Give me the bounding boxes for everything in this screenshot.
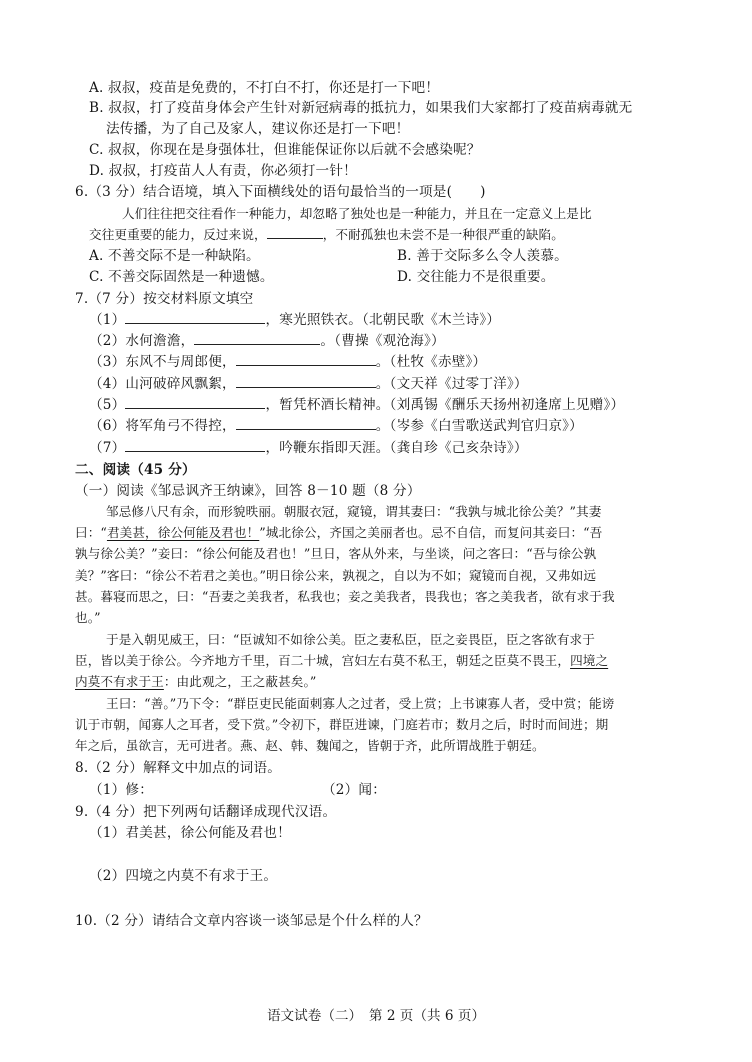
q7-stem: 7.（7 分）按交材料原文填空 bbox=[75, 291, 254, 307]
passage-p1-line2 bbox=[75, 523, 602, 543]
passage-p1-line2-rest: ”城北徐公，齐国之美丽者也。忌不自信，而复问其妾曰：“吾 bbox=[259, 525, 603, 540]
q5-option-b-line2: 法传播，为了自己及家人，建议你还是打一下吧！ bbox=[106, 121, 410, 137]
q7-7-blank[interactable] bbox=[125, 438, 265, 452]
q8-stem: 8.（2 分）解释文中加点的词语。 bbox=[75, 760, 282, 776]
q5-option-d: D. 叔叔，打疫苗人人有责，你必须打一针！ bbox=[89, 163, 357, 179]
q9-item-2: （2）四境之内莫不有求于王。 bbox=[89, 868, 278, 884]
page-footer: 语文试卷（二） 第 2 页（共 6 页） bbox=[266, 1008, 486, 1024]
section-2-heading: 二、阅读（45 分） bbox=[75, 462, 196, 478]
q6-stem bbox=[75, 182, 486, 202]
passage-underlined-sentence-1: 君美甚，徐公何能及君也！ bbox=[106, 525, 260, 540]
q6-option-a: A. 不善交际不是一种缺陷。 bbox=[89, 248, 260, 264]
q6-passage-part2: ，不耐孤独也未尝不是一种很严重的缺陷。 bbox=[322, 227, 564, 242]
q6-passage-line2 bbox=[89, 225, 564, 245]
passage-p1-line6: 也。” bbox=[75, 610, 101, 625]
q7-line-1 bbox=[89, 310, 500, 330]
passage-p2-line1: 于是入朝见威王，曰：“臣诚知不如徐公美。臣之妻私臣，臣之妾畏臣，臣之客欲有求于 bbox=[106, 632, 595, 647]
section-2-subheading: （一）阅读《邹忌讽齐王纳谏》，回答 8－10 题（8 分） bbox=[75, 483, 421, 499]
q7-2-source: 。（曹操《观沧海》） bbox=[320, 333, 445, 349]
q7-3-source: 。（杜牧《赤壁》） bbox=[375, 354, 487, 370]
q7-line-3 bbox=[89, 352, 486, 372]
q7-4-source: 。（文天祥《过零丁洋》） bbox=[375, 376, 528, 392]
q5-option-a: A. 叔叔，疫苗是免费的，不打白不打，你还是打一下吧！ bbox=[89, 80, 440, 96]
q8-item-1-label: （1）修： bbox=[89, 782, 154, 798]
q7-5-num: （5） bbox=[89, 397, 126, 413]
q6-stem-text: 6.（3 分）结合语境，填入下面横线处的语句最恰当的一项是( bbox=[75, 184, 453, 200]
q6-option-d: D. 交往能力不是很重要。 bbox=[397, 269, 555, 285]
q8-item-1-answer[interactable] bbox=[153, 780, 303, 794]
q7-6-source: 。（岑参《白雪歌送武判官归京》） bbox=[375, 418, 583, 434]
q7-2-prefix: （2）水何澹澹， bbox=[89, 333, 195, 349]
passage-p1-quote-open: 曰：“ bbox=[75, 525, 107, 540]
q7-1-source: ，寒光照铁衣。（北朝民歌《木兰诗》） bbox=[265, 312, 501, 328]
q7-7-num: （7） bbox=[89, 440, 126, 456]
q7-2-blank[interactable] bbox=[194, 331, 320, 345]
passage-p1-line4: 美？”客曰：“徐公不若君之美也。”明日徐公来，孰视之，自以为不如；窥镜而自视，又弗如远 bbox=[75, 568, 597, 583]
passage-p1-line1: 邹忌修八尺有余，而形貌昳丽。朝服衣冠，窥镜，谓其妻曰：“我孰与城北徐公美？”其妻 bbox=[106, 504, 602, 519]
q9-stem: 9.（4 分）把下列两句话翻译成现代汉语。 bbox=[75, 804, 337, 820]
q7-5-blank[interactable] bbox=[125, 395, 265, 409]
q6-stem-close: ) bbox=[480, 184, 486, 200]
passage-p2-line3 bbox=[75, 672, 316, 692]
q7-1-num: （1） bbox=[89, 312, 126, 328]
q7-5-source: ，暂凭杯酒长精神。（刘禹锡《酬乐天扬州初逢席上见赠》） bbox=[265, 397, 625, 413]
q7-6-blank[interactable] bbox=[236, 416, 376, 430]
q6-option-b: B. 善于交际多么令人羡慕。 bbox=[397, 248, 568, 264]
passage-p2-line2 bbox=[75, 651, 608, 671]
q9-item-1: （1）君美甚，徐公何能及君也！ bbox=[89, 825, 291, 841]
q7-line-6 bbox=[89, 416, 583, 436]
q5-option-b-line1: B. 叔叔，打了疫苗身体会产生针对新冠病毒的抵抗力，如果我们大家都打了疫苗病毒就无 bbox=[89, 100, 633, 116]
q8-item-2-label: （2）闻： bbox=[322, 782, 387, 798]
passage-underlined-sentence-2a: 四境之 bbox=[570, 653, 609, 668]
q10-stem: 10.（2 分）请结合文章内容谈一谈邹忌是个什么样的人？ bbox=[75, 913, 428, 929]
q5-option-c: C. 叔叔，你现在是身强体壮，但谁能保证你以后就不会感染呢？ bbox=[89, 142, 481, 158]
passage-p2-line2-text: 臣，皆以美于徐公。今齐地方千里，百二十城，宫妇左右莫不私王，朝廷之臣莫不畏王， bbox=[75, 653, 571, 668]
q7-3-blank[interactable] bbox=[236, 352, 376, 366]
q8-item-2 bbox=[322, 780, 536, 800]
q8-item-2-answer[interactable] bbox=[386, 780, 536, 794]
q7-7-source: ，吟鞭东指即天涯。（龚自珍《己亥杂诗》） bbox=[265, 440, 528, 456]
passage-p1-line5: 甚。暮寝而思之，曰：“吾妻之美我者，私我也；妾之美我者，畏我也；客之美我者，欲有求于我 bbox=[75, 589, 615, 604]
passage-p3-line1: 王曰：“善。”乃下令：“群臣吏民能面刺寡人之过者，受上赏；上书谏寡人者，受中赏；能谤 bbox=[106, 696, 615, 711]
q6-fill-blank[interactable] bbox=[267, 225, 323, 239]
passage-p1-line3: 孰与徐公美？”妾曰：“徐公何能及君也！”旦日，客从外来，与坐谈，问之客曰：“吾与徐公孰 bbox=[75, 546, 597, 561]
passage-underlined-sentence-2b: 内莫不有求于王 bbox=[75, 674, 164, 689]
passage-p2-line3-rest: ：由此观之，王之蔽甚矣。” bbox=[163, 674, 317, 689]
q6-passage-part1: 交往更重要的能力，反过来说， bbox=[89, 227, 267, 242]
q6-passage-line1: 人们往往把交往看作一种能力，却忽略了独处也是一种能力，并且在一定意义上是比 bbox=[122, 206, 592, 221]
q7-3-prefix: （3）东风不与周郎便， bbox=[89, 354, 236, 370]
q7-1-blank[interactable] bbox=[125, 310, 265, 324]
q8-item-1 bbox=[89, 780, 303, 800]
q7-6-prefix: （6）将军角弓不得控， bbox=[89, 418, 236, 434]
q7-line-5 bbox=[89, 395, 624, 415]
q7-line-2 bbox=[89, 331, 445, 351]
q7-4-prefix: （4）山河破碎风飘絮， bbox=[89, 376, 236, 392]
q7-line-7 bbox=[89, 438, 528, 458]
q7-line-4 bbox=[89, 374, 528, 394]
q6-option-c: C. 不善交际固然是一种遗憾。 bbox=[89, 269, 274, 285]
q7-4-blank[interactable] bbox=[236, 374, 376, 388]
passage-p3-line3: 年之后，虽欲言，无可进者。燕、赵、韩、魏闻之，皆朝于齐，此所谓战胜于朝廷。 bbox=[75, 738, 545, 753]
passage-p3-line2: 讥于市朝，闻寡人之耳者，受下赏。”令初下，群臣进谏，门庭若市；数月之后，时时而间进；期 bbox=[75, 717, 609, 732]
